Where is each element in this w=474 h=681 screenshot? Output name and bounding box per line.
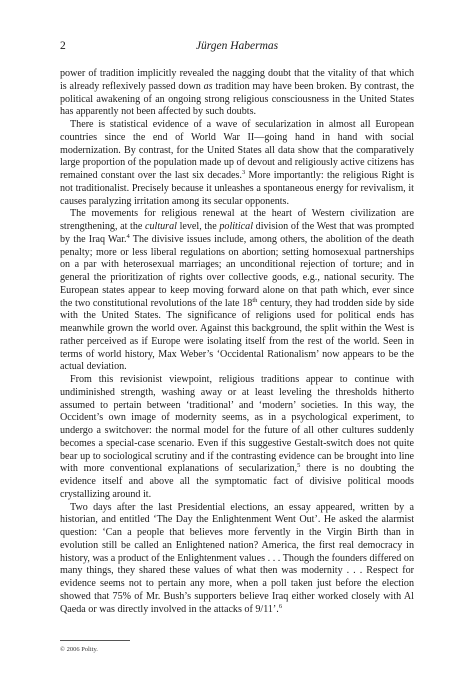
- footnote-marker: 3: [241, 169, 246, 176]
- paragraph-text: From this revisionist viewpoint, religious traditions appear to continue with undiminished strength, washing away or at least leveling the thresholds hitherto assumed to pertain between ‘traditional’ and ‘modern’ societies. In this way, the Occident’s own image of modernity seems, as in a psychological experiment, to undergo a switchover: the normal model for the future of all other cultures suddenly becomes a special-case scenario. Even if this suggestive Gestalt-switch does not quite bear up to sociological scrutiny and if the contrasting evidence can be brought into line with more conventional explanations of secularization,: [60, 374, 414, 475]
- paragraph: [60, 374, 414, 502]
- italic-text: as: [203, 80, 213, 92]
- italic-text: political: [219, 221, 254, 232]
- paragraph-text: The divisive issues include, among others, the abolition of the death penalty; more or less liberal regulations on abortion; setting homosexual partnerships on a par with heterosexual marriages; an unconditional rejection of torture; and in general the prioritization of rights over collective goods, e.g., national security. The European states appear to keep moving forward alone on that path which, ever since the two constitutional revolutions of the late 18: [60, 233, 414, 309]
- footnote-marker: 4: [126, 232, 130, 240]
- page-header: [60, 40, 414, 56]
- running-head: Jürgen Habermas: [195, 40, 279, 52]
- paragraph-text: More importantly: the religious Right is not traditionalist. Precisely because it unleashes a spontaneous energy for revivalism, it causes paralyzing irritation among its secular opponents.: [60, 170, 414, 207]
- footnote-marker: 6: [278, 602, 283, 610]
- footnote-marker: 5: [297, 462, 301, 470]
- footnote-marker: th: [252, 296, 258, 304]
- paragraph-text: level, the: [176, 221, 220, 232]
- paragraph: [60, 119, 414, 208]
- body-text: [60, 68, 414, 616]
- paragraph-text: power of tradition implicitly revealed the nagging doubt that the vitality of that which is already reflexively passed down: [60, 68, 414, 92]
- paragraph-text: century, they had trodden side by side with the United States. The significance of religions used for political ends has meanwhile grown the world over. Against this background, the split within the West is rather perceived as if Europe were isolating itself from the rest of the world. Seen in terms of world history, Max Weber’s ‘Occidental Rationalism’ now appears to be the actual deviation.: [60, 297, 415, 373]
- paragraph-text: tradition may have been broken. By contrast, the political awakening of an ongoing strong religious consciousness in the United States has apparently not been affected by such doubts.: [60, 80, 414, 118]
- paragraph: [60, 502, 414, 617]
- footnote-divider: [60, 640, 130, 641]
- paragraph: [60, 208, 414, 374]
- paragraph-text: there is no doubting the evidence itself and above all the symptomatic fact of divisive political moods crystallizing around it.: [60, 463, 414, 500]
- italic-text: cultural: [145, 221, 177, 232]
- paragraph-text: There is statistical evidence of a wave of secularization in almost all European countries since the end of World War II—going hand in hand with social modernization. By contrast, for the United States all data show that the comparatively large proportion of the population made up of devout and religiously active citizens has remained constant over the last six decades.: [60, 119, 414, 181]
- page-number: 2: [60, 40, 66, 52]
- paragraph-text: The movements for religious renewal at the heart of Western civilization are strengthening, at the: [60, 208, 414, 232]
- paragraph: [60, 68, 414, 119]
- paragraph-text: division of the West that was prompted by the Iraq War.: [60, 221, 415, 245]
- paragraph-text: Two days after the last Presidential elections, an essay appeared, written by a historian, and entitled ‘The Day the Enlightenment Went Out’. He asked the alarmist question: ‘Can a people that believes more fervently in the Virgin Birth than in evolution still be called an Enlightened nation? America, the first real democracy in history, was a product of the Enlightenment values . . . Though the founders differed on many things, they shared these values of what then was modernity . . . Respect for evidence seems not to pertain any more, when a poll taken just before the election showed that 75% of Mr. Bush’s supporters believe Iraq either worked closely with Al Qaeda or was directly involved in the attacks of 9/11’.: [60, 501, 414, 615]
- copyright-notice: © 2006 Polity.: [60, 646, 98, 653]
